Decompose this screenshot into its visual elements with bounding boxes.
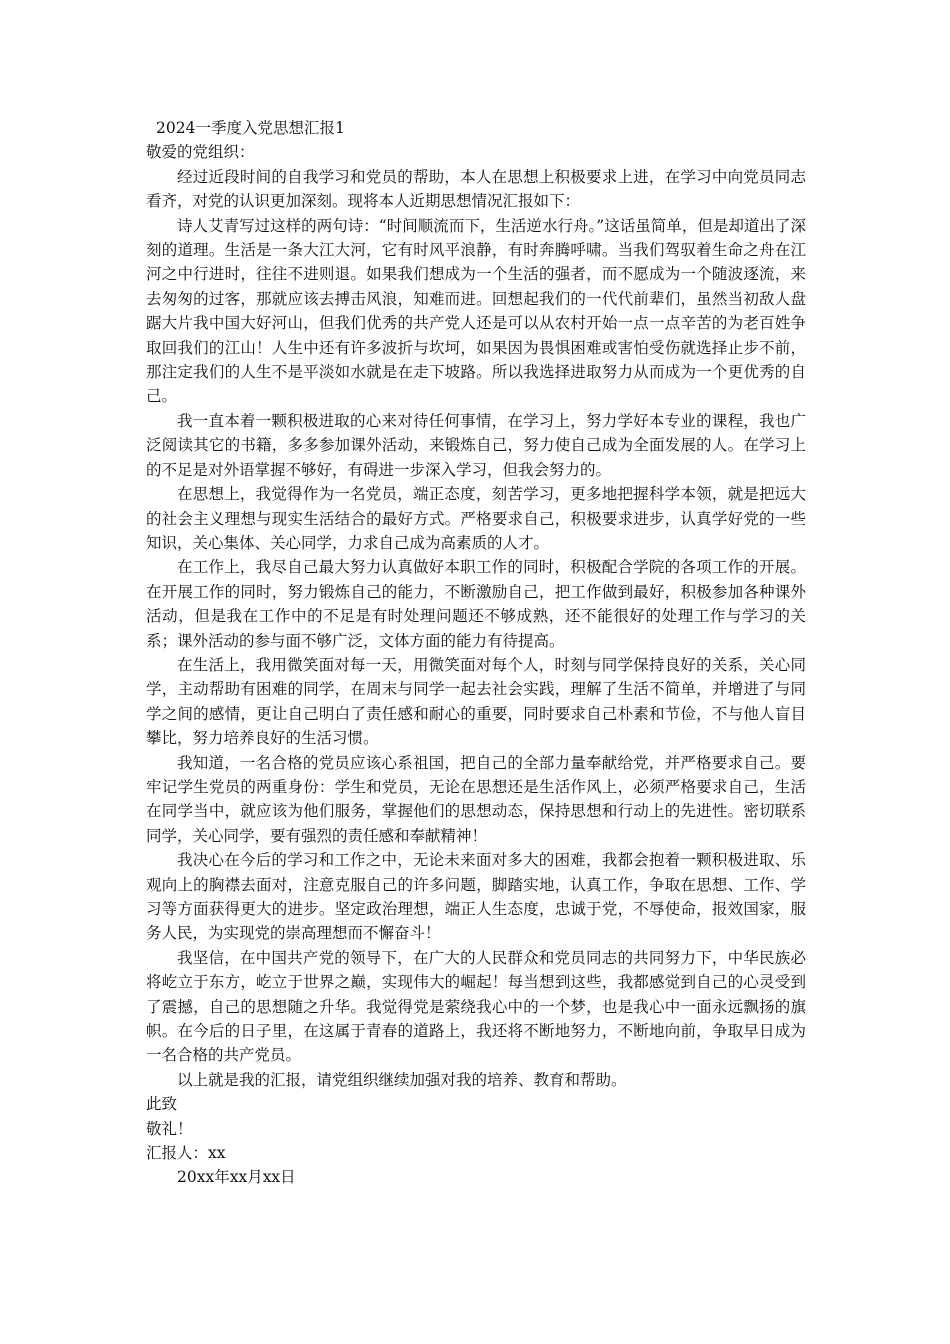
paragraph-7: 我知道，一名合格的党员应该心系祖国，把自己的全部力量奉献给党，并严格要求自己。要牢记学生党员的两重身份：学生和党员，无论在思想还是生活作风上，必须严格要求自己，生活在同学当中，就应该为他们服务，掌握他们的思想动态，保持思想和行动上的先进性。密切联系同学，关心同学，要有强烈的责任感和奉献精神！ xyxy=(146,753,806,845)
closing-line-1: 此致 xyxy=(146,1095,178,1114)
document-title: 2024一季度入党思想汇报1 xyxy=(156,119,345,137)
paragraph-8: 我决心在今后的学习和工作之中，无论未来面对多大的困难，我都会抱着一颗积极进取、乐观向上的胸襟去面对，注意克服自己的许多问题，脚踏实地，认真工作，争取在思想、工作、学习等方面获得更大的进步。坚定政治理想，端正人生态度，忠诚于党，不辱使命，报效国家，服务人民，为实现党的崇高理想而不懈奋斗！ xyxy=(146,851,806,943)
paragraph-2: 诗人艾青写过这样的两句诗：“时间顺流而下，生活逆水行舟。”这话虽简单，但是却道出了深刻的道理。生活是一条大江大河，它有时风平浪静，有时奔腾呼啸。当我们驾驭着生命之舟在江河之中行进时，往往不进则退。如果我们想成为一个生活的强者，而不愿成为一个随波逐流，来去匆匆的过客，那就应该去搏击风浪，知难而进。回想起我们的一代代前辈们，虽然当初敌人盘踞大片我中国大好河山，但我们优秀的共产党人还是可以从农村开始一点一点辛苦的为老百姓争取回我们的江山！人生中还有许多波折与坎坷，如果因为畏惧困难或害怕受伤就选择止步不前，那注定我们的人生不是平淡如水就是在走下坡路。所以我选择进取努力从而成为一个更优秀的自己。 xyxy=(146,216,806,406)
salutation: 敬爱的党组织： xyxy=(146,143,255,162)
paragraph-9: 我坚信，在中国共产党的领导下，在广大的人民群众和党员同志的共同努力下，中华民族必将屹立于东方，屹立于世界之巅，实现伟大的崛起！每当想到这些，我都感觉到自己的心灵受到了震撼，自己的思想随之升华。我觉得党是萦绕我心中的一个梦，也是我心中一面永远飘扬的旗帜。在今后的日子里，在这属于青春的道路上，我还将不断地努力，不断地向前，争取早日成为一名合格的共产党员。 xyxy=(146,948,806,1065)
date-line: 20xx年xx月xx日 xyxy=(177,1168,296,1187)
paragraph-5: 在工作上，我尽自己最大努力认真做好本职工作的同时，积极配合学院的各项工作的开展。在开展工作的同时，努力锻炼自己的能力，不断激励自己，把工作做到最好，积极参加各种课外活动，但是我在工作中的不足是有时处理问题还不够成熟，还不能很好的处理工作与学习的关系；课外活动的参与面不够广泛，文体方面的能力有待提高。 xyxy=(146,558,806,650)
paragraph-6: 在生活上，我用微笑面对每一天，用微笑面对每个人，时刻与同学保持良好的关系，关心同学，主动帮助有困难的同学，在周末与同学一起去社会实践，理解了生活不简单，并增进了与同学之间的感情，更让自己明白了责任感和耐心的重要，同时要求自己朴素和节俭，不与他人盲目攀比，努力培养良好的生活习惯。 xyxy=(146,655,806,748)
paragraph-1: 经过近段时间的自我学习和党员的帮助，本人在思想上积极要求上进，在学习中向党员同志看齐，对党的认识更加深刻。现将本人近期思想情况汇报如下： xyxy=(146,167,806,211)
closing-line-2: 敬礼！ xyxy=(146,1119,193,1138)
paragraph-4: 在思想上，我觉得作为一名党员，端正态度，刻苦学习，更多地把握科学本领，就是把远大的社会主义理想与现实生活结合的最好方式。严格要求自己，积极要求进步，认真学好党的一些知识，关心集体、关心同学，力求自己成为高素质的人才。 xyxy=(146,485,806,552)
reporter-line: 汇报人：xx xyxy=(146,1144,226,1163)
paragraph-10: 以上就是我的汇报，请党组织继续加强对我的培养、教育和帮助。 xyxy=(177,1070,627,1089)
paragraph-3: 我一直本着一颗积极进取的心来对待任何事情，在学习上，努力学好本专业的课程，我也广泛阅读其它的书籍，多多参加课外活动，来锻炼自己，努力使自己成为全面发展的人。在学习上的不足是对外语掌握不够好，有碍进一步深入学习，但我会努力的。 xyxy=(146,411,806,479)
document-page xyxy=(146,116,806,1190)
